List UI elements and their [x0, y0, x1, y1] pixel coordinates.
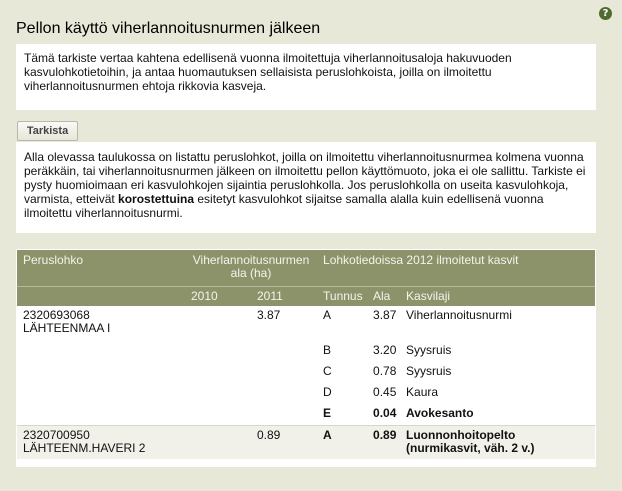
cell-tunnus: B [323, 343, 332, 357]
cell-2010 [185, 425, 251, 459]
table-row [17, 341, 595, 362]
peruslohko-id: 2320693068 [23, 308, 90, 322]
cell-2010 [185, 341, 251, 362]
header-empty [17, 286, 185, 306]
notice-bold: korostettuina [118, 192, 195, 206]
cell-2011 [251, 404, 317, 425]
cell-ala: 3.87 [373, 308, 397, 322]
cell-ala: 0.78 [373, 364, 397, 378]
cell-ala: 0.89 [367, 425, 400, 459]
table-row [17, 306, 595, 341]
cell-peruslohko [17, 404, 185, 425]
cell-kasvilaji: Syysruis [406, 343, 452, 357]
cell-kasvilaji: Syysruis [406, 364, 452, 378]
check-button[interactable]: Tarkista [17, 121, 78, 141]
cell-2011 [251, 362, 317, 383]
peruslohko-name: LÄHTEENM.HAVERI 2 [23, 440, 146, 455]
header-peruslohko: Peruslohko [17, 250, 185, 286]
notice-part2: esitetyt kasvulohkot sijaitse samalla alalla kuin edellisenä vuonna ilmoitettu viherlannoitusnurmi. [24, 192, 544, 220]
table-row [17, 362, 595, 383]
cell-peruslohko [17, 306, 185, 341]
cell-tunnus: D [323, 385, 332, 399]
header-tunnus: Tunnus [317, 286, 367, 306]
table-row [17, 383, 595, 404]
cell-2011: 0.89 [251, 425, 317, 459]
cell-kasvilaji: Avokesanto [406, 406, 474, 420]
results-table [17, 250, 595, 459]
cell-tunnus: A [323, 308, 332, 322]
table-row [17, 404, 595, 425]
peruslohko-name: LÄHTEENMAA I [23, 321, 111, 335]
cell-ala: 0.45 [373, 385, 397, 399]
cell-2010 [185, 383, 251, 404]
header-kasvilaji: Kasvilaji [400, 286, 595, 306]
table-row [17, 425, 595, 459]
header-2011: 2011 [251, 286, 317, 306]
header-viherala: Viherlannoitusnurmen ala (ha) [185, 250, 317, 286]
cell-kasvilaji: Viherlannoitusnurmi [406, 308, 512, 322]
cell-2011 [251, 383, 317, 404]
cell-peruslohko [17, 425, 185, 459]
cell-2010 [185, 362, 251, 383]
cell-2011: 3.87 [257, 308, 281, 322]
peruslohko-id: 2320700950 [23, 427, 90, 442]
cell-tunnus: C [323, 364, 332, 378]
cell-tunnus: E [323, 406, 332, 420]
help-icon[interactable]: ? [599, 7, 612, 20]
results-table-container [16, 249, 596, 467]
cell-2010 [185, 306, 251, 341]
page-title: Pellon käyttö viherlannoitusnurmen jälkeen [16, 20, 321, 37]
cell-ala: 0.04 [373, 406, 397, 420]
header-2010: 2010 [185, 286, 251, 306]
cell-2010 [185, 404, 251, 425]
cell-kasvilaji: Luonnonhoitopelto (nurmikasvit, väh. 2 v.) [400, 425, 595, 459]
intro-text: Tämä tarkiste vertaa kahtena edellisenä vuonna ilmoitettuja viherlannoitusaloja hakuvuoden kasvulohkotietoihin, ja antaa huomautuksen sellaisista peruslohkoista, joilla on ilmoitettu viherlannoitusnurmen ehtoja rikkovia kasveja. [16, 44, 596, 110]
cell-peruslohko [17, 362, 185, 383]
cell-ala: 3.20 [373, 343, 397, 357]
cell-tunnus: A [317, 425, 367, 459]
cell-kasvilaji: Kaura [406, 385, 439, 399]
notice-text [16, 142, 596, 233]
header-lohkotiedot: Lohkotiedoissa 2012 ilmoitetut kasvit [317, 250, 595, 286]
cell-2011 [251, 341, 317, 362]
notice-part1: Alla olevassa taulukossa on listattu peruslohkot, joilla on ilmoitettu viherlannoitusnurmea kolmena vuonna peräkkäin, tai viherlannoitusnurmen jälkeen on ilmoitettu pellon käyttömuoto, joka ei ole sallittu. Tarkiste ei pysty huomioimaan eri kasvulohkojen sijaintia peruslohkolla. Jos peruslohkolla on useita kasvulohkoja, varmista, etteivät [24, 150, 586, 206]
cell-peruslohko [17, 383, 185, 404]
header-ala: Ala [367, 286, 400, 306]
cell-peruslohko [17, 341, 185, 362]
